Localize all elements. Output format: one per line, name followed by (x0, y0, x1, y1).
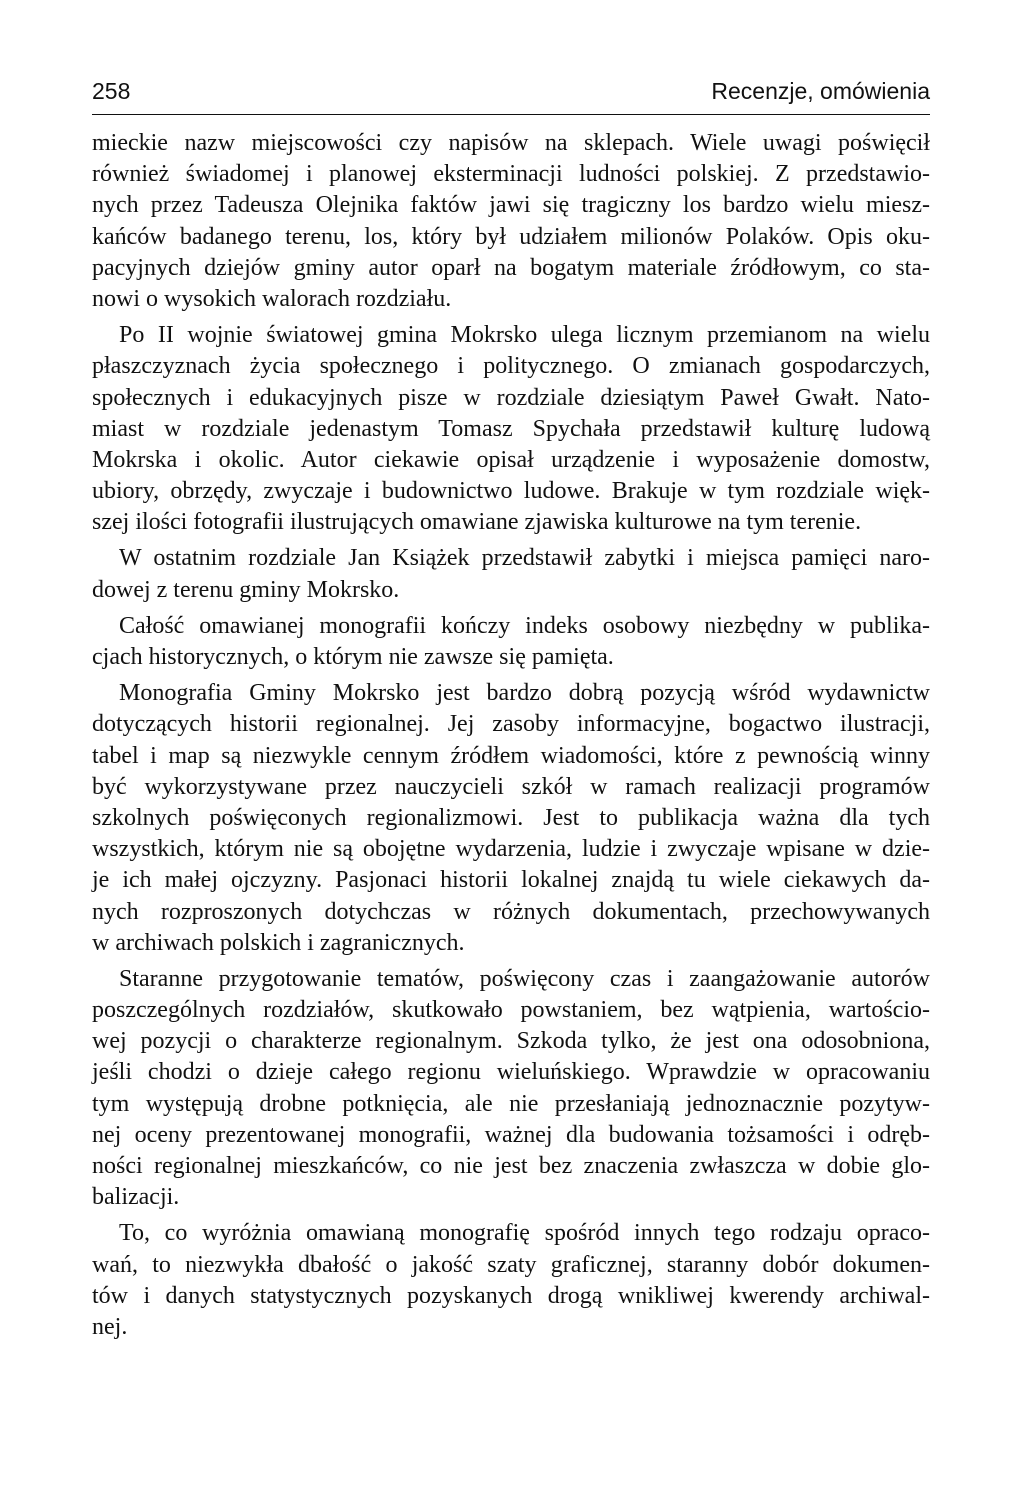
text-line: je ich małej ojczyzny. Pasjonaci historii lokalnej znajdą tu wiele ciekawych da- (92, 867, 930, 894)
text-line: mieckie nazw miejscowości czy napisów na sklepach. Wiele uwagi poświęcił (92, 130, 930, 156)
text-line: wań, to niezwykła dbałość o jakość szaty graficznej, staranny dobór dokumen- (92, 1251, 930, 1278)
text-line: tym występują drobne potknięcia, ale nie przesłaniają jednoznacznie pozytyw- (92, 1090, 930, 1117)
text-line: Mokrska i okolic. Autor ciekawie opisał urządzenie i wyposażenie domostw, (92, 446, 930, 473)
text-line: szkolnych poświęconych regionalizmowi. Jest to publikacja ważna dla tych (92, 804, 930, 831)
text-line: nej oceny prezentowanej monografii, ważnej dla budowania tożsamości i odręb- (92, 1121, 930, 1148)
text-line: tabel i map są niezwykle cennym źródłem wiadomości, które z pewnością winny (92, 742, 930, 769)
paragraph (92, 543, 930, 605)
text-line: miast w rozdziale jedenastym Tomasz Spychała przedstawił kulturę ludową (92, 415, 930, 442)
text-line: W ostatnim rozdziale Jan Książek przedstawił zabytki i miejsca pamięci naro- (119, 545, 930, 572)
text-line: również świadomej i planowej eksterminacji ludności polskiej. Z przedstawio- (92, 161, 930, 188)
paragraph (92, 611, 930, 673)
text-line: być wykorzystywane przez nauczycieli szkół w ramach realizacji programów (92, 773, 930, 800)
section-title: Recenzje, omówienia (711, 78, 930, 104)
text-line: balizacji. (92, 1184, 180, 1211)
text-line: w archiwach polskich i zagranicznych. (92, 929, 465, 956)
text-line: To, co wyróżnia omawianą monografię spośród innych tego rodzaju opraco- (119, 1220, 930, 1247)
paragraph (92, 678, 930, 959)
text-line: nych przez Tadeusza Olejnika faktów jawi się tragiczny los bardzo wielu miesz- (92, 192, 930, 219)
paragraph (92, 1218, 930, 1343)
text-line: tów i danych statystycznych pozyskanych drogą wnikliwej kwerendy archiwal- (92, 1282, 930, 1309)
body-text (92, 128, 930, 1348)
text-line: dotyczących historii regionalnej. Jej zasoby informacyjne, bogactwo ilustracji, (92, 711, 930, 738)
text-line: nej. (92, 1313, 128, 1340)
page-number: 258 (92, 78, 131, 104)
text-line: kańców badanego terenu, los, który był udziałem milionów Polaków. Opis oku- (92, 223, 930, 250)
text-line: wszystkich, którym nie są obojętne wydarzenia, ludzie i zwyczaje wpisane w dzie- (92, 836, 930, 863)
text-line: poszczególnych rozdziałów, skutkowało powstaniem, bez wątpienia, wartościo- (92, 997, 930, 1024)
text-line: szej ilości fotografii ilustrujących omawiane zjawiska kulturowe na tym terenie. (92, 509, 862, 536)
text-line: ności regionalnej mieszkańców, co nie jest bez znaczenia zwłaszcza w dobie glo- (92, 1153, 930, 1179)
text-line: jeśli chodzi o dzieje całego regionu wieluńskiego. Wprawdzie w opracowaniu (92, 1059, 930, 1086)
text-line: cjach historycznych, o którym nie zawsze się pamięta. (92, 644, 614, 670)
text-line: nych rozproszonych dotychczas w różnych dokumentach, przechowywanych (92, 898, 930, 925)
text-line: pacyjnych dziejów gminy autor oparł na bogatym materiale źródłowym, co sta- (92, 254, 930, 281)
text-line: dowej z terenu gminy Mokrsko. (92, 576, 400, 603)
text-line: nowi o wysokich walorach rozdziału. (92, 285, 452, 312)
text-line: Całość omawianej monografii kończy indeks osobowy niezbędny w publika- (119, 612, 930, 639)
text-line: wej pozycji o charakterze regionalnym. Szkoda tylko, że jest ona odosobniona, (92, 1028, 930, 1055)
paragraph (92, 964, 930, 1214)
text-line: Staranne przygotowanie tematów, poświęcony czas i zaangażowanie autorów (119, 965, 930, 992)
text-line: ubiory, obrzędy, zwyczaje i budownictwo ludowe. Brakuje w tym rozdziale więk- (92, 478, 930, 505)
text-line: społecznych i edukacyjnych pisze w rozdziale dziesiątym Paweł Gwałt. Nato- (92, 384, 930, 411)
text-line: płaszczyznach życia społecznego i politycznego. O zmianach gospodarczych, (92, 353, 930, 380)
paragraph (92, 128, 930, 315)
text-line: Po II wojnie światowej gmina Mokrsko ulega licznym przemianom na wielu (119, 322, 930, 349)
paragraph (92, 320, 930, 538)
running-header (92, 78, 930, 115)
text-line: Monografia Gminy Mokrsko jest bardzo dobrą pozycją wśród wydawnictw (119, 680, 930, 707)
